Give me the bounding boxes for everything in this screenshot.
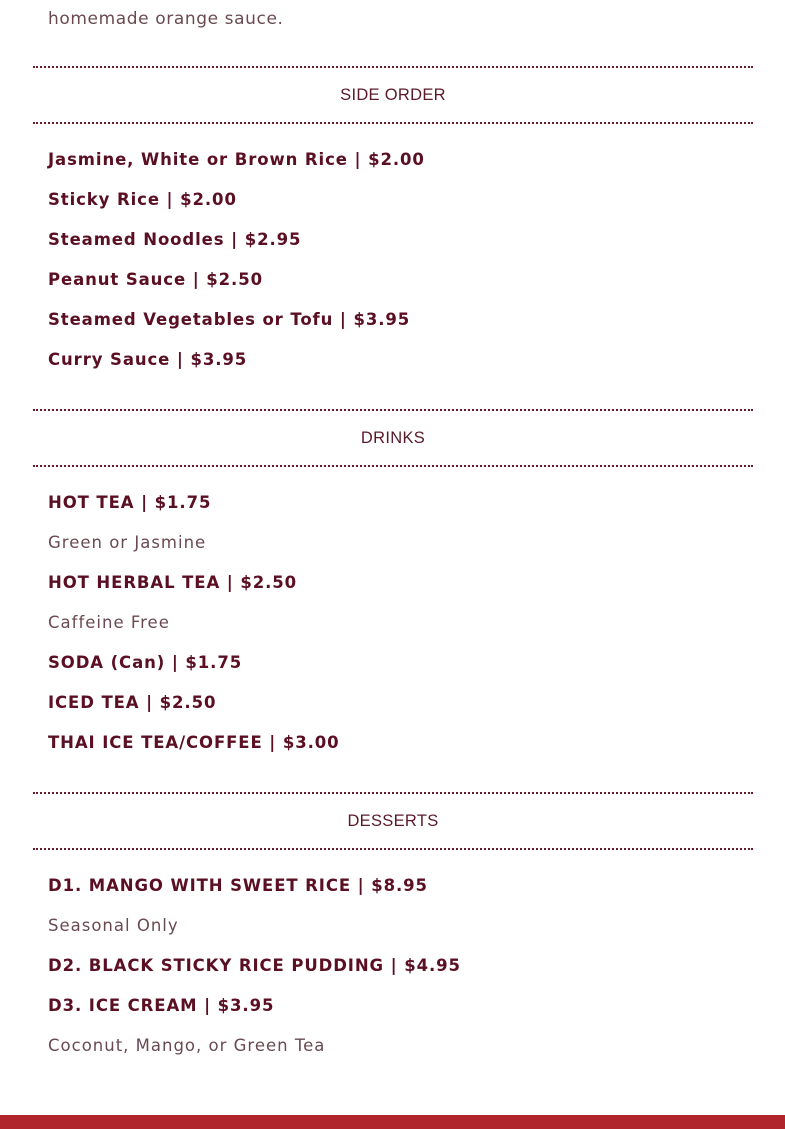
menu-item-title: Peanut Sauce | $2.50: [48, 270, 263, 289]
menu-item-title: SODA (Can) | $1.75: [48, 653, 243, 672]
section-heading-bar: [33, 66, 753, 124]
menu-item-list: [33, 140, 753, 380]
menu-item-title: Curry Sauce | $3.95: [48, 350, 248, 369]
menu-item-description: Seasonal Only: [48, 916, 179, 935]
section-heading-bar: [33, 792, 753, 850]
menu-item-title: Sticky Rice | $2.00: [48, 190, 237, 209]
section-heading: DESSERTS: [347, 811, 439, 830]
menu-item-description: Green or Jasmine: [48, 533, 207, 552]
menu-item-list: [33, 866, 753, 1066]
menu-item-description: Caffeine Free: [48, 613, 170, 632]
menu-item-title: ICED TEA | $2.50: [48, 693, 217, 712]
footer-bar: [0, 1115, 785, 1129]
menu-item-title: D3. ICE CREAM | $3.95: [48, 996, 275, 1015]
menu-item-title: Steamed Vegetables or Tofu | $3.95: [48, 310, 411, 329]
menu-item-description: Coconut, Mango, or Green Tea: [48, 1036, 326, 1055]
section-heading-bar: [33, 409, 753, 467]
previous-item-description-tail: homemade orange sauce.: [48, 9, 284, 29]
menu-item-list: [33, 483, 753, 763]
section-heading: SIDE ORDER: [340, 85, 446, 104]
menu-item-title: HOT HERBAL TEA | $2.50: [48, 573, 298, 592]
menu-item-title: Steamed Noodles | $2.95: [48, 230, 302, 249]
menu-section-desserts: [33, 792, 753, 1066]
menu-item-title: HOT TEA | $1.75: [48, 493, 212, 512]
menu-item-title: D2. BLACK STICKY RICE PUDDING | $4.95: [48, 956, 461, 975]
menu-item-title: Jasmine, White or Brown Rice | $2.00: [48, 150, 425, 169]
menu-item-title: D1. MANGO WITH SWEET RICE | $8.95: [48, 876, 428, 895]
menu-section-side-order: [33, 66, 753, 380]
menu-section-drinks: [33, 409, 753, 763]
section-heading: DRINKS: [360, 428, 426, 447]
menu-item-title: THAI ICE TEA/COFFEE | $3.00: [48, 733, 340, 752]
